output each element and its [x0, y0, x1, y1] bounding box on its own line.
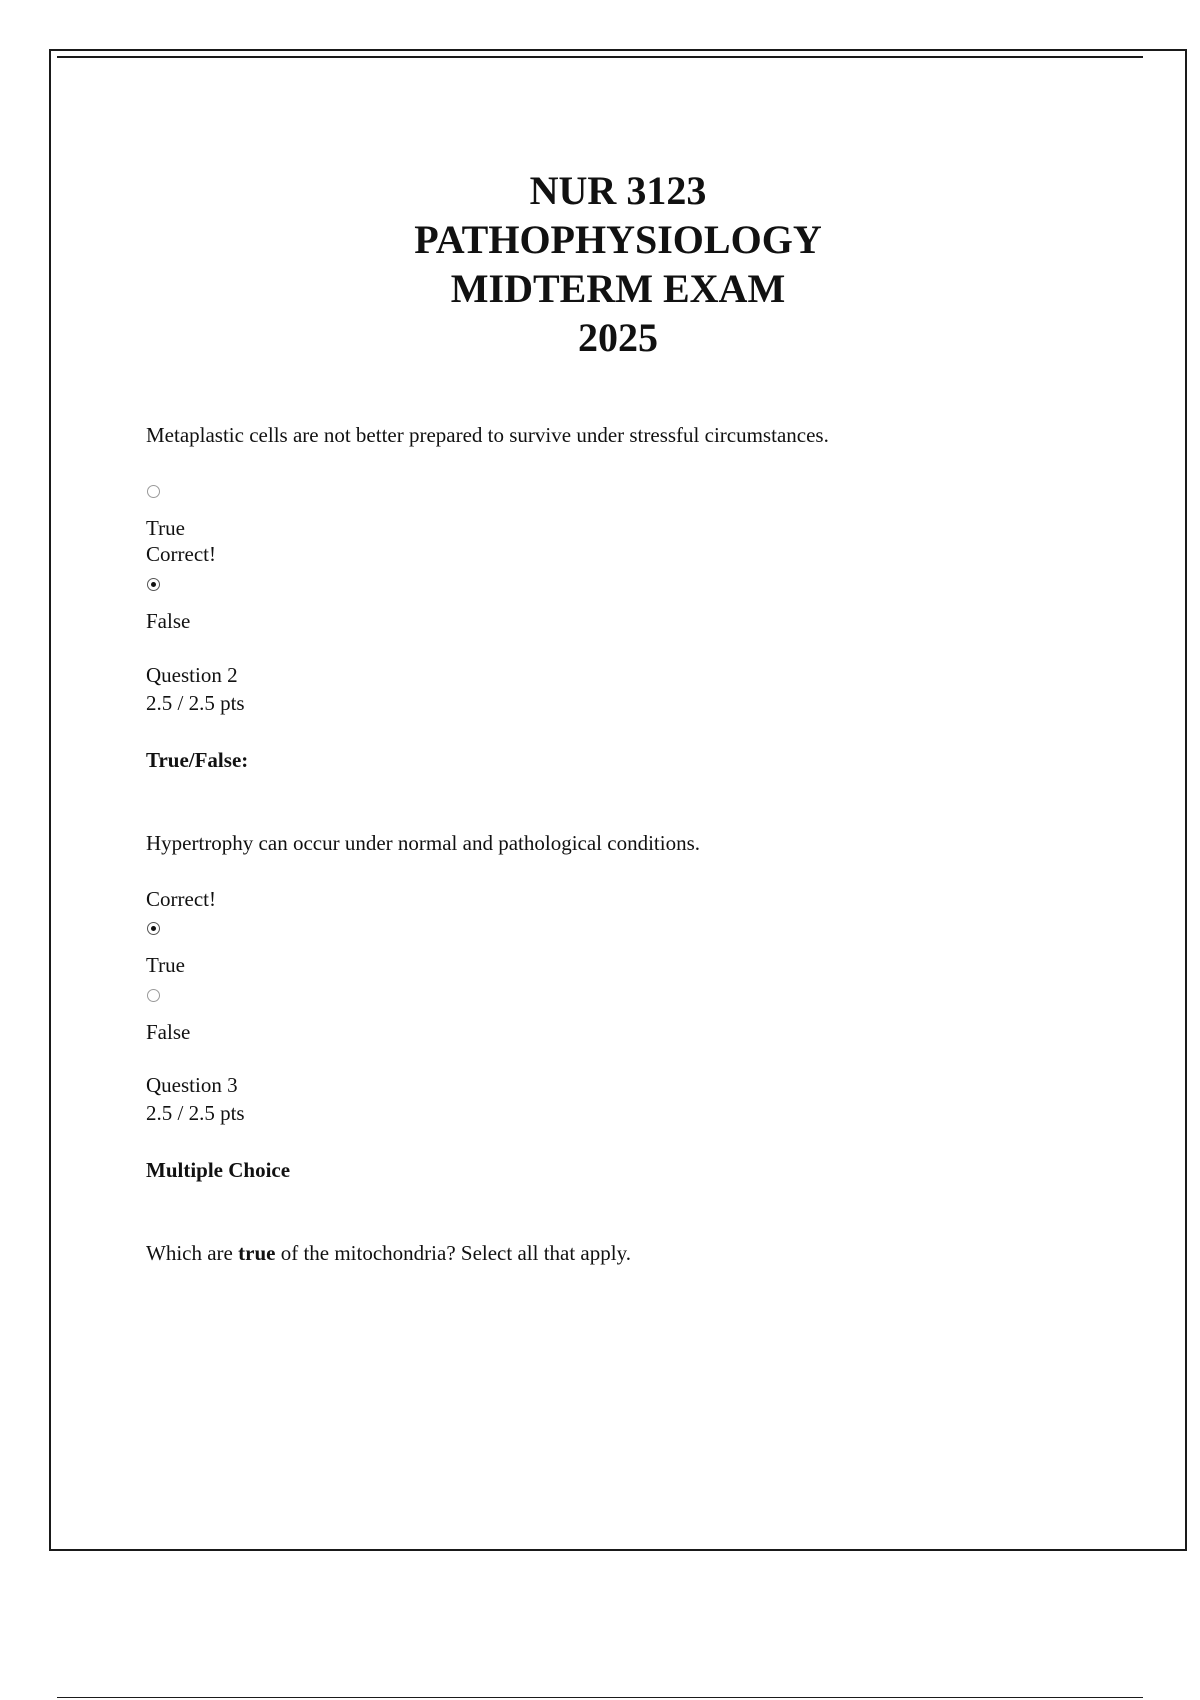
exam-title — [49, 166, 1187, 362]
q3-points: 2.5 / 2.5 pts — [146, 1101, 245, 1125]
top-rule — [57, 56, 1143, 58]
q1-radio-false[interactable] — [147, 578, 160, 591]
q2-number: Question 2 — [146, 663, 238, 687]
bottom-rule — [57, 1697, 1143, 1698]
q3-type: Multiple Choice — [146, 1158, 291, 1182]
title-exam: MIDTERM EXAM — [450, 266, 786, 311]
title-subject: PATHOPHYSIOLOGY — [414, 217, 822, 262]
q1-option-false-label: False — [146, 609, 191, 633]
q2-points: 2.5 / 2.5 pts — [146, 691, 245, 715]
q1-prompt: Metaplastic cells are not better prepared to survive under stressful circumstances. — [146, 423, 829, 447]
q2-radio-false[interactable] — [147, 989, 160, 1002]
q1-radio-true[interactable] — [147, 485, 160, 498]
q2-option-false-label: False — [146, 1020, 191, 1044]
q2-prompt: Hypertrophy can occur under normal and pathological conditions. — [146, 831, 700, 855]
q1-option-true-label: True — [146, 516, 185, 540]
q3-number: Question 3 — [146, 1073, 238, 1097]
q2-radio-true[interactable] — [147, 922, 160, 935]
q2-option-true-label: True — [146, 953, 185, 977]
title-course: NUR 3123 — [529, 168, 707, 213]
q1-correct-label: Correct! — [146, 542, 216, 566]
q3-prompt — [146, 1240, 631, 1266]
q3-prompt-end: of the mitochondria? Select all that apply. — [275, 1241, 631, 1265]
q3-prompt-emphasis: true — [238, 1241, 276, 1265]
title-year: 2025 — [578, 315, 658, 360]
q3-prompt-start: Which are — [146, 1241, 239, 1265]
q2-correct-label: Correct! — [146, 887, 216, 911]
q2-type: True/False: — [146, 748, 249, 772]
